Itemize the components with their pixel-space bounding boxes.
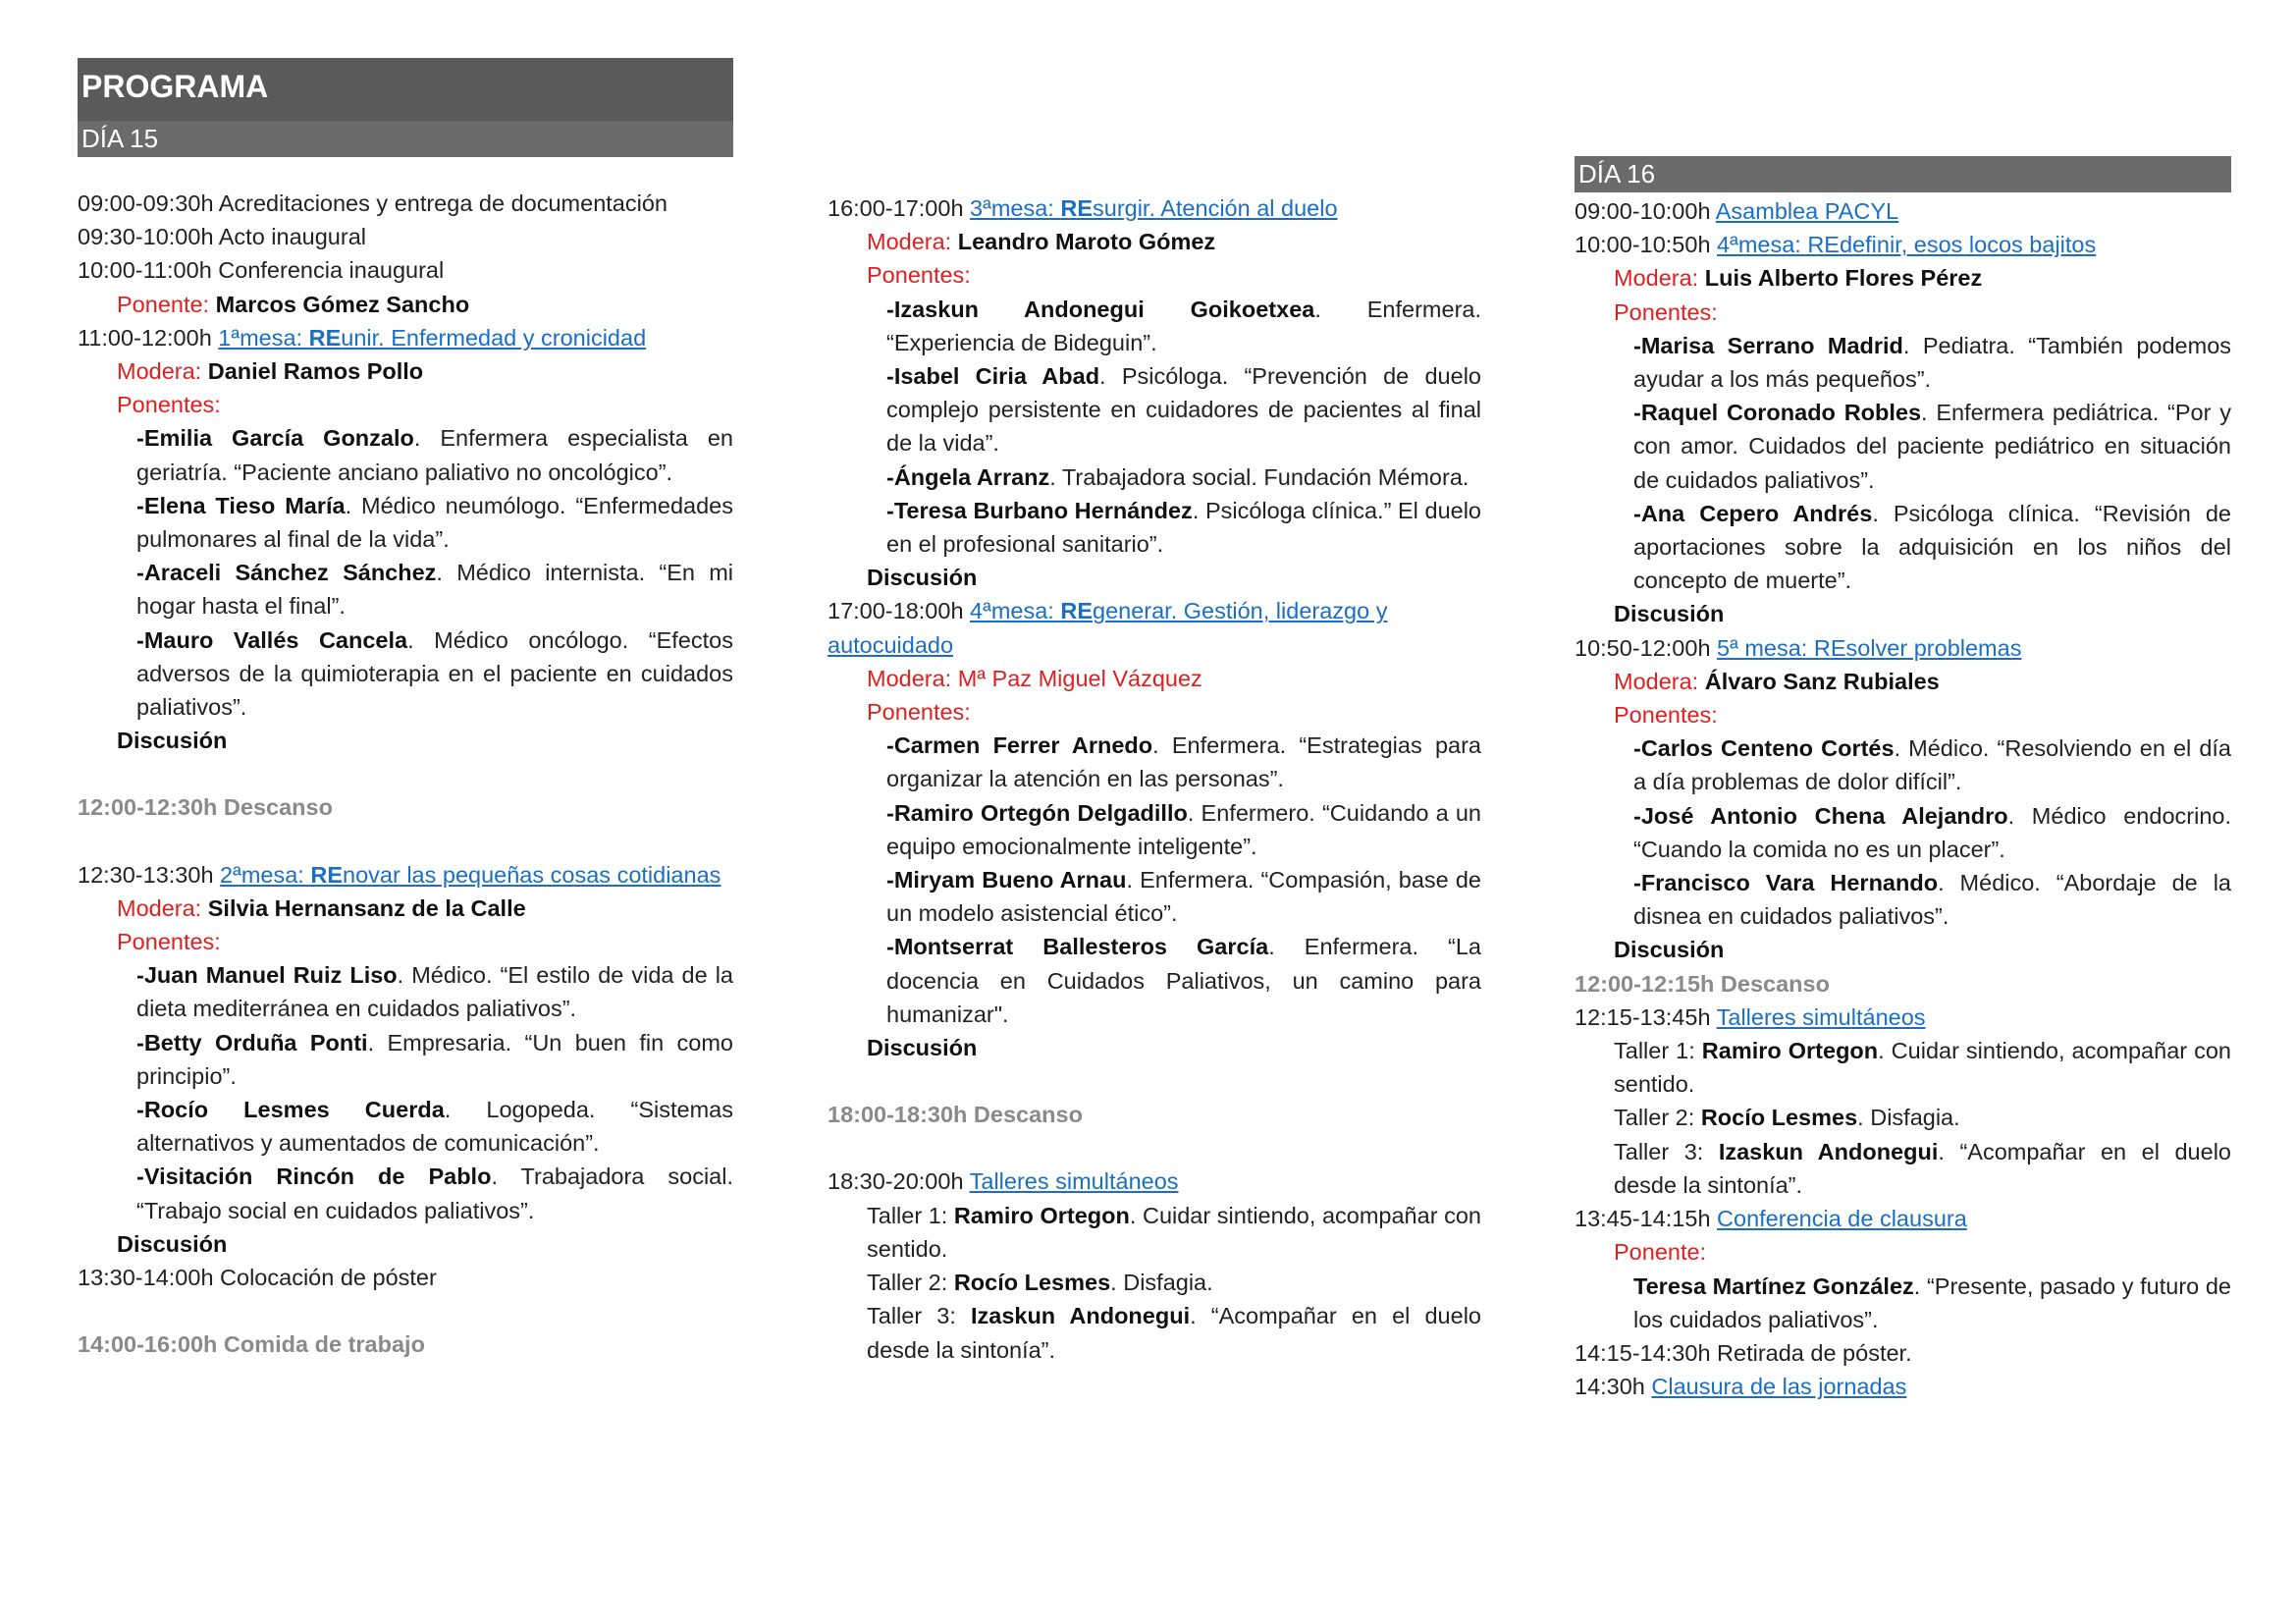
schedule-item: 10:00-11:00h Conferencia inaugural: [78, 257, 445, 284]
clausura-link[interactable]: Clausura de las jornadas: [1651, 1374, 1907, 1400]
speaker-entry: -Francisco Vara Hernando. Médico. “Abordaje de la disnea en cuidados paliativos”.: [1633, 870, 2231, 930]
session-mesa-5: 10:50-12:00h 5ª mesa: REsolver problemas: [1575, 634, 2022, 661]
workshop-entry: Taller 2: Rocío Lesmes. Disfagia.: [1614, 1105, 1960, 1131]
workshop-entry: Taller 1: Ramiro Ortegon. Cuidar sintiendo, acompañar con sentido.: [1614, 1038, 2231, 1098]
break-item: 12:00-12:15h Descanso: [1575, 970, 1830, 997]
discussion-label: Discusión: [1614, 601, 1725, 627]
asamblea-link[interactable]: Asamblea PACYL: [1715, 198, 1899, 224]
day15-column-middle: [828, 191, 1481, 1367]
speaker-line: Ponente: Marcos Gómez Sancho: [117, 291, 470, 317]
speaker-entry: -Juan Manuel Ruiz Liso. Médico. “El estilo de vida de la dieta mediterránea en cuidados paliativos”.: [136, 962, 733, 1022]
workshop-entry: Taller 3: Izaskun Andonegui. “Acompañar en el duelo desde la sintonía”.: [1614, 1138, 2231, 1198]
discussion-label: Discusión: [117, 1230, 228, 1257]
session-mesa-4: 17:00-18:00h 4ªmesa: REgenerar. Gestión, liderazgo y autocuidado: [828, 598, 1388, 658]
workshop-entry: Taller 1: Ramiro Ortegon. Cuidar sintiendo, acompañar con sentido.: [867, 1202, 1481, 1262]
discussion-label: Discusión: [867, 1035, 978, 1061]
speaker-entry: -Ángela Arranz. Trabajadora social. Fundación Mémora.: [886, 463, 1469, 490]
speaker-entry: -Carmen Ferrer Arnedo. Enfermera. “Estrategias para organizar la atención en las personas”.: [886, 732, 1481, 792]
mesa-1-link[interactable]: 1ªmesa: REunir. Enfermedad y cronicidad: [218, 324, 647, 351]
speaker-entry: -José Antonio Chena Alejandro. Médico endocrino. “Cuando la comida no es un placer”.: [1633, 802, 2231, 862]
moderator-line: Modera: Silvia Hernansanz de la Calle: [117, 894, 526, 921]
moderator-line: Modera: Leandro Maroto Gómez: [867, 229, 1216, 255]
break-item: 14:00-16:00h Comida de trabajo: [78, 1331, 425, 1358]
session-talleres: 18:30-20:00h Talleres simultáneos: [828, 1168, 1179, 1195]
session-mesa-4b: 10:00-10:50h 4ªmesa: REdefinir, esos locos bajitos: [1575, 232, 2097, 258]
speaker-entry: -Araceli Sánchez Sánchez. Médico internista. “En mi hogar hasta el final”.: [136, 560, 733, 620]
mesa-5-link[interactable]: 5ª mesa: REsolver problemas: [1717, 634, 2022, 661]
speaker-entry: -Teresa Burbano Hernández. Psicóloga clínica.” El duelo en el profesional sanitario”.: [886, 497, 1481, 558]
session-asamblea: 09:00-10:00h Asamblea PACYL: [1575, 198, 1899, 224]
mesa-2-link[interactable]: 2ªmesa: REnovar las pequeñas cosas cotidianas: [220, 861, 721, 888]
session-talleres-16: 12:15-13:45h Talleres simultáneos: [1575, 1003, 1926, 1030]
workshop-entry: Taller 2: Rocío Lesmes. Disfagia.: [867, 1270, 1213, 1296]
break-item: 12:00-12:30h Descanso: [78, 794, 333, 821]
schedule-item: 09:30-10:00h Acto inaugural: [78, 224, 366, 250]
speaker-entry: -Miryam Bueno Arnau. Enfermera. “Compasión, base de un modelo asistencial ético”.: [886, 867, 1482, 927]
day16-column: [1575, 156, 2231, 1403]
speaker-entry: -Ramiro Ortegón Delgadillo. Enfermero. “Cuidando a un equipo emocionalmente inteligente”.: [886, 799, 1481, 859]
clausura-conf-link[interactable]: Conferencia de clausura: [1717, 1206, 1967, 1232]
day16-header: DÍA 16: [1575, 156, 2231, 192]
speaker-entry: -Emilia García Gonzalo. Enfermera especialista en geriatría. “Paciente anciano paliativo no oncológico”.: [136, 425, 733, 485]
speaker-entry: -Betty Orduña Ponti. Empresaria. “Un buen fin como principio”.: [136, 1029, 733, 1089]
schedule-item: 14:15-14:30h Retirada de póster.: [1575, 1339, 1912, 1366]
moderator-line: Modera: Daniel Ramos Pollo: [117, 358, 424, 385]
moderator-line: Modera: Álvaro Sanz Rubiales: [1614, 668, 1940, 694]
workshop-entry: Taller 3: Izaskun Andonegui. “Acompañar en el duelo desde la sintonía”.: [867, 1303, 1481, 1363]
mesa-4b-link[interactable]: 4ªmesa: REdefinir, esos locos bajitos: [1717, 232, 2097, 258]
speakers-label: Ponentes:: [117, 392, 221, 418]
discussion-label: Discusión: [867, 565, 978, 591]
session-mesa-1: 11:00-12:00h 1ªmesa: REunir. Enfermedad y cronicidad: [78, 324, 647, 351]
speaker-entry: -Elena Tieso María. Médico neumólogo. “Enfermedades pulmonares al final de la vida”.: [136, 492, 733, 553]
speaker-entry: -Raquel Coronado Robles. Enfermera pediátrica. “Por y con amor. Cuidados del paciente pediátrico en situación de cuidados paliativos”.: [1633, 400, 2231, 493]
moderator-line: Modera: Mª Paz Miguel Vázquez: [867, 665, 1202, 691]
session-mesa-3: 16:00-17:00h 3ªmesa: REsurgir. Atención al duelo: [828, 195, 1338, 221]
program-title: PROGRAMA: [78, 58, 733, 121]
schedule-item: 13:30-14:00h Colocación de póster: [78, 1265, 437, 1291]
speaker-entry: -Marisa Serrano Madrid. Pediatra. “También podemos ayudar a los más pequeños”.: [1633, 332, 2232, 393]
discussion-label: Discusión: [1614, 937, 1725, 963]
mesa-3-link[interactable]: 3ªmesa: REsurgir. Atención al duelo: [970, 195, 1338, 221]
speaker-entry: -Rocío Lesmes Cuerda. Logopeda. “Sistemas alternativos y aumentados de comunicación”.: [136, 1097, 734, 1157]
day15-column-left: [78, 58, 733, 1362]
speakers-label: Ponentes:: [117, 929, 221, 955]
mesa-4-link[interactable]: 4ªmesa: REgenerar. Gestión, liderazgo y autocuidado: [828, 598, 1388, 658]
speaker-label: Ponente:: [1614, 1239, 1707, 1266]
speaker-entry: -Montserrat Ballesteros García. Enfermera. “La docencia en Cuidados Paliativos, un camino para humanizar".: [886, 934, 1482, 1027]
speaker-entry: -Visitación Rincón de Pablo. Trabajadora social. “Trabajo social en cuidados paliativos”.: [136, 1164, 733, 1223]
speaker-entry: -Isabel Ciria Abad. Psicóloga. “Prevención de duelo complejo persistente en cuidadores de pacientes al final de la vida”.: [886, 363, 1481, 457]
session-mesa-2: 12:30-13:30h 2ªmesa: REnovar las pequeñas cosas cotidianas: [78, 861, 721, 888]
speakers-label: Ponentes:: [1614, 298, 1718, 325]
session-clausura-conf: 13:45-14:15h Conferencia de clausura: [1575, 1206, 1967, 1232]
break-item: 18:00-18:30h Descanso: [828, 1102, 1083, 1128]
moderator-line: Modera: Luis Alberto Flores Pérez: [1614, 265, 1983, 292]
discussion-label: Discusión: [117, 728, 228, 754]
speaker-entry: -Ana Cepero Andrés. Psicóloga clínica. “Revisión de aportaciones sobre la adquisición en los niños del concepto de muerte”.: [1633, 500, 2232, 594]
speaker-entry: Teresa Martínez González. “Presente, pasado y futuro de los cuidados paliativos”.: [1633, 1272, 2231, 1332]
speaker-entry: -Izaskun Andonegui Goikoetxea. Enfermera. “Experiencia de Bideguin”.: [886, 296, 1481, 355]
session-clausura: 14:30h Clausura de las jornadas: [1575, 1374, 1907, 1400]
speaker-entry: -Mauro Vallés Cancela. Médico oncólogo. “Efectos adversos de la quimioterapia en el paciente en cuidados paliativos”.: [136, 626, 733, 721]
speakers-label: Ponentes:: [1614, 702, 1718, 729]
speaker-entry: -Carlos Centeno Cortés. Médico. “Resolviendo en el día a día problemas de dolor difícil”.: [1633, 735, 2231, 795]
talleres-16-link[interactable]: Talleres simultáneos: [1716, 1003, 1926, 1030]
day15-header: DÍA 15: [78, 121, 733, 157]
speakers-label: Ponentes:: [867, 699, 971, 726]
schedule-item: 09:00-09:30h Acreditaciones y entrega de documentación: [78, 190, 667, 216]
talleres-link[interactable]: Talleres simultáneos: [969, 1168, 1179, 1195]
speakers-label: Ponentes:: [867, 262, 971, 289]
